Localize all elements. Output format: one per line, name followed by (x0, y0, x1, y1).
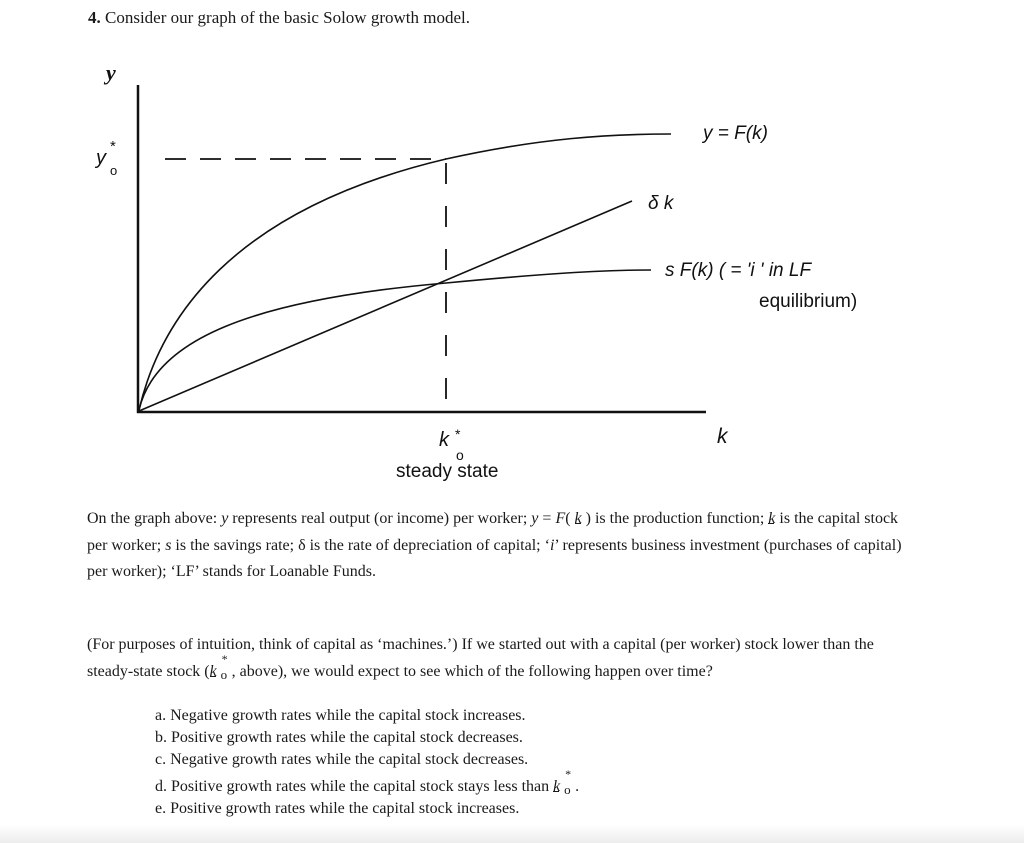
y-axis-label: y (106, 60, 116, 85)
eq-open: ( (565, 510, 575, 527)
choice-b[interactable]: b. Positive growth rates while the capital stock decreases. (155, 729, 523, 746)
y-star-sup: * (110, 138, 116, 155)
choice-a[interactable]: a. Negative growth rates while the capital stock increases. (155, 707, 526, 724)
eq-k: k (574, 510, 582, 527)
var-i: i (549, 536, 555, 554)
eq-close: ) (581, 510, 591, 527)
k-star-sub: o (456, 447, 464, 463)
choice-d-sup: * (565, 767, 572, 781)
var-k: k (768, 510, 776, 527)
para1-text-1: On the graph above: (87, 510, 222, 527)
graph-explanation-paragraph (87, 506, 917, 586)
question-paragraph (87, 632, 917, 685)
var-s: s (165, 536, 172, 554)
choice-d-text: d. Positive growth rates while the capital stock stays less than (155, 778, 550, 795)
depreciation-label: δ k (648, 193, 674, 214)
eq-equals: = (538, 510, 556, 527)
para1-text-3: is the production function; (590, 510, 769, 527)
savings-label-line1: s F(k) ( = 'i ' in LF (665, 260, 812, 281)
k-inline: k (209, 662, 217, 680)
k-star-inline (209, 651, 232, 686)
eq-y: y (531, 510, 539, 527)
y-star-sub: o (110, 163, 118, 178)
k-inline-sup: * (221, 651, 228, 666)
para2-text-2: , above), we would expect to see which of the following happen over time? (231, 662, 713, 680)
choice-e[interactable]: e. Positive growth rates while the capital stock increases. (155, 800, 520, 817)
para1-text-2: represents real output (or income) per worker; (228, 510, 532, 527)
steady-state-label: steady state (396, 461, 499, 482)
choice-d-end: . (575, 778, 580, 795)
question-prompt: Consider our graph of the basic Solow growth model. (105, 8, 470, 27)
savings-label-line2: equilibrium) (759, 291, 858, 312)
choice-c[interactable]: c. Negative growth rates while the capital stock decreases. (155, 751, 529, 768)
var-y: y (221, 510, 229, 527)
production-label: y = F(k) (703, 123, 768, 144)
depreciation-line (139, 201, 632, 411)
k-inline-sub: o (220, 666, 228, 682)
bottom-shadow (0, 825, 1024, 843)
question-number: 4. (88, 8, 101, 27)
choice-d[interactable] (155, 767, 580, 798)
answer-choices (155, 705, 579, 820)
y-star-label: y (96, 147, 106, 169)
para2-text-1: (For purposes of intuition, think of capital as ‘machines.’) If we started out with a capital (per worker) stock lower than the steady-state stock ( (87, 636, 874, 680)
para1-text-5: is the savings rate; δ is the rate of depreciation of capital; ‘ (171, 536, 550, 554)
para1-text-6: ’ represents business investment (purchases of capital) per worker); ‘LF’ stands for Loanable Funds. (87, 536, 902, 580)
para1-text-4: is the capital stock per worker; (87, 510, 899, 554)
k-star-label: k (439, 429, 449, 451)
savings-curve (139, 270, 651, 410)
choice-d-sub: o (564, 782, 571, 797)
k-axis-label: k (717, 425, 728, 448)
choice-d-k: k (553, 778, 561, 795)
choice-d-k-star (553, 767, 575, 803)
k-star-sup: * (455, 426, 461, 442)
eq-F: F (555, 510, 566, 527)
